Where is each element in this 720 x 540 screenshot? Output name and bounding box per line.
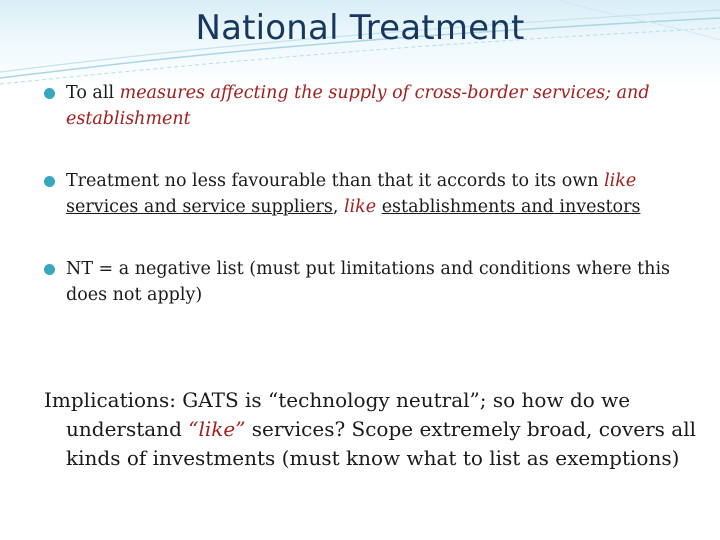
implications-text: Implications: GATS is “technology neutral”; so how do we understand — [44, 388, 631, 441]
implications-paragraph — [44, 386, 706, 473]
bullet-item — [44, 80, 694, 132]
implications-text: services? Scope extremely broad, covers all kinds of investments (must know what to list as exemptions) — [66, 417, 696, 470]
bullet-text: NT = a negative list (must put limitations and conditions where this does not apply) — [66, 259, 671, 305]
bullet-dot-icon — [44, 176, 55, 187]
underlined-text: services and service suppliers — [66, 197, 333, 217]
bullet-text: , — [332, 197, 344, 217]
bullet-item — [44, 168, 694, 220]
bullet-dot-icon — [44, 88, 55, 99]
underlined-text: establishments and investors — [381, 197, 641, 217]
emphasis-like: like — [343, 197, 377, 217]
emphasis-like: like — [604, 171, 637, 191]
bullet-list — [44, 80, 694, 308]
slide-title: National Treatment — [195, 8, 525, 48]
emphasis-like: “like” — [188, 417, 246, 441]
emphasis-text: measures affecting the supply of cross-border services; and establishment — [66, 83, 650, 129]
bullet-item — [44, 256, 694, 308]
bullet-text: To all — [66, 83, 120, 103]
bullet-dot-icon — [44, 264, 55, 275]
bullet-text: Treatment no less favourable than that it accords to its own — [66, 171, 605, 191]
